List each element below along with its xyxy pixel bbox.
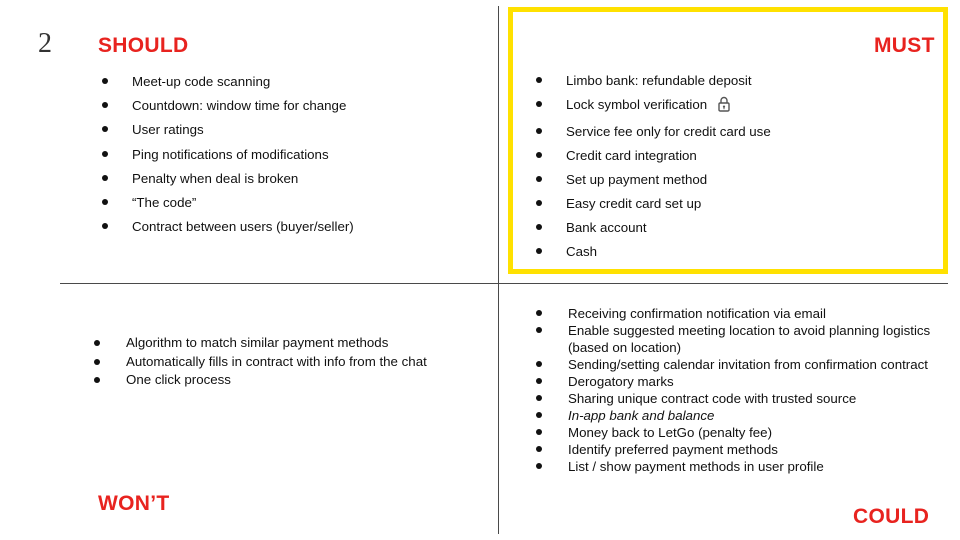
bullet-dot bbox=[536, 176, 542, 182]
could-list bbox=[530, 305, 950, 475]
list-item bbox=[530, 424, 950, 441]
list-item-label: User ratings bbox=[132, 122, 204, 138]
list-item bbox=[530, 305, 950, 322]
quadrant-title-could: COULD bbox=[853, 505, 930, 528]
bullet-dot bbox=[536, 200, 542, 206]
list-item bbox=[96, 215, 476, 239]
list-item-label: Countdown: window time for change bbox=[132, 98, 347, 114]
bullet-dot bbox=[102, 199, 108, 205]
bullet-dot bbox=[102, 102, 108, 108]
bullet-dot bbox=[94, 359, 100, 365]
list-item bbox=[88, 371, 488, 390]
list-item bbox=[88, 353, 488, 372]
list-item bbox=[530, 144, 930, 168]
list-item-label: Sharing unique contract code with trusted source bbox=[568, 391, 857, 406]
list-item bbox=[530, 192, 930, 216]
bullet-dot bbox=[536, 412, 542, 418]
list-item-label: Contract between users (buyer/seller) bbox=[132, 219, 354, 235]
bullet-dot bbox=[536, 77, 542, 83]
bullet-dot bbox=[102, 175, 108, 181]
list-item-label: Limbo bank: refundable deposit bbox=[566, 73, 752, 88]
bullet-dot bbox=[102, 223, 108, 229]
list-item-label: Service fee only for credit card use bbox=[566, 124, 771, 139]
bullet-dot bbox=[102, 78, 108, 84]
should-list bbox=[96, 70, 476, 239]
list-item bbox=[530, 69, 930, 93]
list-item bbox=[530, 322, 950, 356]
list-item-label: Credit card integration bbox=[566, 148, 697, 163]
bullet-dot bbox=[536, 446, 542, 452]
list-item bbox=[530, 407, 950, 424]
list-item bbox=[530, 373, 950, 390]
list-item-label: Sending/setting calendar invitation from confirmation contract bbox=[568, 357, 928, 372]
list-item bbox=[96, 118, 476, 142]
bullet-dot bbox=[536, 310, 542, 316]
list-item-label: One click process bbox=[126, 372, 231, 387]
bullet-dot bbox=[102, 126, 108, 132]
quadrant-title-must: MUST bbox=[874, 34, 935, 57]
list-item bbox=[530, 120, 930, 144]
must-list bbox=[530, 69, 930, 264]
list-item bbox=[530, 356, 950, 373]
bullet-dot bbox=[536, 248, 542, 254]
bullet-dot bbox=[536, 395, 542, 401]
slide-number: 2 bbox=[38, 28, 52, 59]
list-item-label: Ping notifications of modifications bbox=[132, 146, 329, 162]
list-item bbox=[530, 240, 930, 264]
bullet-dot bbox=[94, 340, 100, 346]
list-item-label: List / show payment methods in user profile bbox=[568, 459, 824, 474]
vertical-divider bbox=[498, 6, 499, 534]
bullet-dot bbox=[536, 224, 542, 230]
horizontal-divider bbox=[60, 283, 948, 284]
bullet-dot bbox=[536, 327, 542, 333]
list-item bbox=[530, 168, 930, 192]
list-item-label: Lock symbol verification bbox=[566, 97, 708, 112]
bullet-dot bbox=[536, 463, 542, 469]
list-item bbox=[530, 458, 950, 475]
list-item-label: Cash bbox=[566, 244, 598, 259]
list-item bbox=[88, 334, 488, 353]
bullet-dot bbox=[536, 429, 542, 435]
quadrant-title-should: SHOULD bbox=[98, 34, 189, 57]
bullet-dot bbox=[536, 361, 542, 367]
bullet-dot bbox=[536, 101, 542, 107]
bullet-dot bbox=[94, 377, 100, 383]
list-item bbox=[96, 191, 476, 215]
list-item bbox=[530, 216, 930, 240]
list-item-label: Identify preferred payment methods bbox=[568, 442, 778, 457]
list-item bbox=[530, 390, 950, 407]
list-item bbox=[96, 94, 476, 118]
list-item-label: Enable suggested meeting location to avoid planning logistics (based on location) bbox=[568, 323, 931, 355]
bullet-dot bbox=[536, 128, 542, 134]
list-item-label: Penalty when deal is broken bbox=[132, 170, 299, 186]
lock-icon bbox=[717, 96, 731, 120]
list-item bbox=[530, 93, 930, 120]
list-item bbox=[96, 143, 476, 167]
list-item bbox=[530, 441, 950, 458]
bullet-dot bbox=[536, 378, 542, 384]
list-item-label: Algorithm to match similar payment methods bbox=[126, 335, 389, 350]
list-item bbox=[96, 70, 476, 94]
quadrant-title-wont: WON’T bbox=[98, 492, 170, 515]
list-item-label: Derogatory marks bbox=[568, 374, 674, 389]
list-item-label: In-app bank and balance bbox=[568, 408, 715, 423]
list-item-label: Set up payment method bbox=[566, 172, 708, 187]
wont-list bbox=[88, 334, 488, 390]
list-item-label: “The code” bbox=[132, 195, 197, 211]
list-item-label: Bank account bbox=[566, 220, 647, 235]
list-item-label: Automatically fills in contract with info from the chat bbox=[126, 353, 427, 369]
list-item-label: Money back to LetGo (penalty fee) bbox=[568, 425, 772, 440]
list-item-label: Meet-up code scanning bbox=[132, 74, 271, 89]
list-item bbox=[96, 167, 476, 191]
list-item-label: Receiving confirmation notification via email bbox=[568, 306, 826, 321]
list-item-label: Easy credit card set up bbox=[566, 196, 702, 211]
bullet-dot bbox=[102, 151, 108, 157]
bullet-dot bbox=[536, 152, 542, 158]
